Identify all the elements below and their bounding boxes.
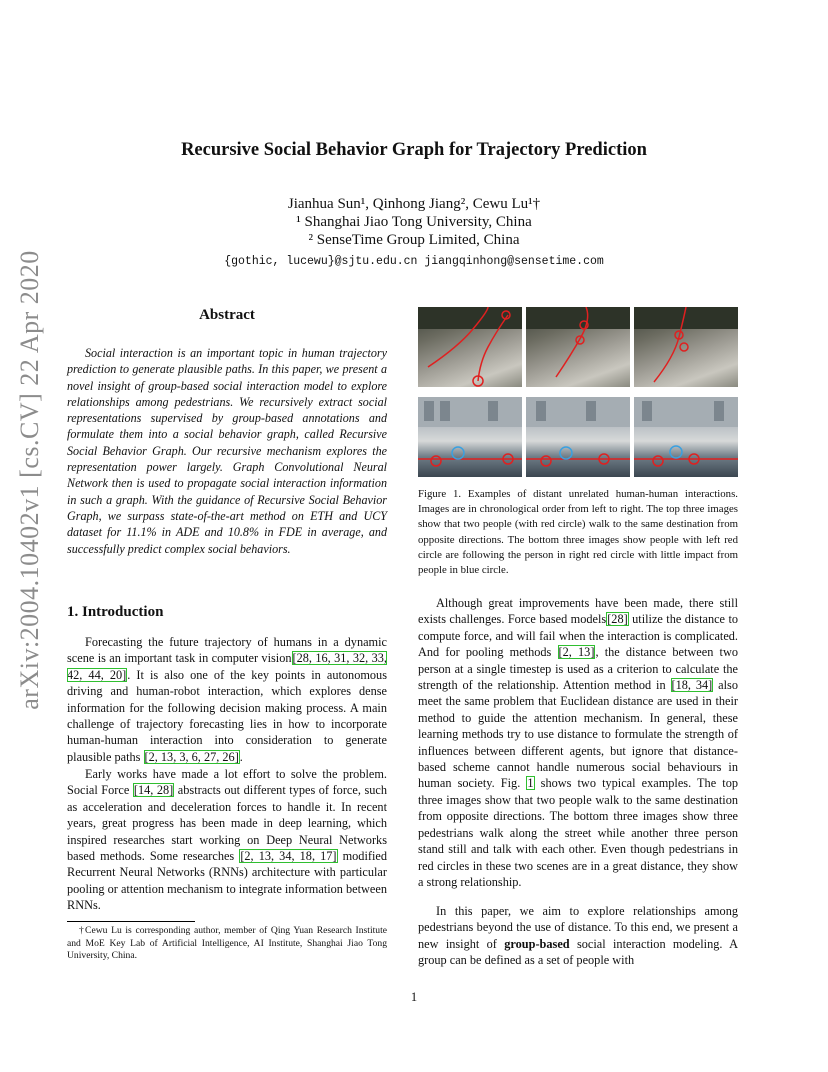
citation-link[interactable]: [2, 13, 34, 18, 17] — [240, 849, 337, 864]
text-run: Early works have made a lot effort to solve the problem. Social Force — [67, 767, 387, 798]
footnote: †Cewu Lu is corresponding author, member of Qing Yuan Research Institute and MoE Key Lab of Artificial Intelligence, AI Institute, Shanghai Jiao Tong University, China. — [67, 925, 387, 962]
page-number: 1 — [410, 990, 418, 1004]
author-emails: {gothic, lucewu}@sjtu.edu.cn jiangqinhong@sensetime.com — [224, 255, 604, 268]
right-paragraph-2 — [418, 903, 738, 969]
text-run: social interaction modeling. A group can be defined as a set of people with — [418, 936, 738, 968]
text-run: Although great improvements have been made, there still exists challenges. Force based models — [418, 596, 738, 627]
figure-image-top-1 — [418, 307, 522, 387]
text-run: shows two typical examples. The top three images show that two people walk to the same destination from opposite directions. The bottom three images show three pedestrians walk along the street while another three person stand still and talk with each other. Even though pedestrians in red circles in these two scenes are in a great distance, they show a strong relationship. — [418, 776, 738, 889]
text-run: utilize the distance to compute force, and will fail when the interaction is complicated. And for pooling methods — [418, 612, 739, 660]
right-paragraph-1 — [418, 595, 738, 890]
abstract-text: Social interaction is an important topic in human trajectory prediction to generate plausible paths. In this paper, we present a novel insight of group-based social interaction model to explore relationships among pedestrians. We recursively extract social representations supervised by group-based annotations and formulate them into a social behavior graph, called Recursive Social Behavior Graph. Our recursive mechanism explores the representation power largely. Graph Convolutional Neural Network then is used to propagate social interaction information in such a graph. With the guidance of Recursive Social Behavior Graph, we surpass state-of-the-art method on ETH and UCY dataset for 11.1% in ADE and 10.8% in FDE in average, and successfully predict complex social behaviors. — [67, 346, 387, 556]
figure-image-top-3 — [634, 307, 738, 387]
figure-image-bottom-3 — [634, 397, 738, 477]
text-run: In this paper, we aim to explore relationships among pedestrians beyond the use of distance. To this end, we present a new insight of — [418, 904, 738, 951]
authors-line: Jianhua Sun¹, Qinhong Jiang², Cewu Lu¹† — [287, 196, 541, 212]
emphasis-text: group-based — [504, 936, 570, 951]
intro-paragraph-2 — [67, 766, 387, 914]
figure-image-top-2 — [526, 307, 630, 387]
text-run: . It is also one of the key points in autonomous driving and human-robot interaction, which explores dense information for the following decision making process. A main challenge of trajectory forecasting lies in how to incorporate human-human interaction into consideration to generate plausible paths — [67, 667, 387, 764]
citation-link[interactable]: [28, 16, 31, 32, 33, 42, 44, 20] — [67, 651, 388, 682]
figure-image-bottom-2 — [526, 397, 630, 477]
figure-reference-link[interactable]: 1 — [527, 776, 534, 791]
text-run: Forecasting the future trajectory of humans in a dynamic scene is an important task in computer vision — [67, 635, 387, 666]
author-block — [0, 195, 828, 249]
text-run: . — [239, 749, 243, 764]
citation-link[interactable]: [18, 34] — [671, 678, 713, 693]
intro-paragraph-1 — [67, 634, 387, 765]
section-heading-introduction: 1. Introduction — [67, 604, 164, 620]
figure-1 — [418, 307, 738, 481]
paper-title: Recursive Social Behavior Graph for Trajectory Prediction — [181, 140, 647, 160]
citation-link[interactable]: [14, 28] — [133, 783, 174, 798]
citation-link[interactable]: [2, 13] — [558, 645, 595, 660]
citation-link[interactable]: [2, 13, 3, 6, 27, 26] — [144, 749, 239, 764]
text-run: also meet the same problem that Euclidean distance are used in their method to guide the attention mechanism. In general, these learning methods try to use distance to formulate the strength of influences between different agents, but ignore that distance-based scheme cannot handle numerous social behaviours in human society. Fig. — [418, 678, 738, 791]
arxiv-stamp-text: arXiv:2004.10402v1 [cs.CV] 22 Apr 2020 — [15, 250, 44, 710]
affiliation-2: ² SenseTime Group Limited, China — [308, 232, 520, 248]
arxiv-stamp — [15, 250, 44, 710]
text-run: , the distance between two person at a single timestep is used as a criterion to calculate the strength of the relationship. Attention method in — [418, 645, 738, 693]
text-run: abstracts out different types of force, such as acceleration and deceleration forces to handle it. In recent years, great progress has been made in deep learning, which inspired researches start working on Deep Neural Networks based methods. Some researches — [67, 783, 387, 864]
affiliation-1: ¹ Shanghai Jiao Tong University, China — [296, 214, 532, 230]
footnote-rule — [67, 921, 195, 922]
citation-link[interactable]: [28] — [607, 612, 628, 627]
abstract-heading: Abstract — [199, 307, 255, 323]
figure-1-caption: Figure 1. Examples of distant unrelated human-human interactions. Images are in chronological order from left to right. The top three images show that two people (with red circle) walk to the same destination from opposite directions. The bottom three images show people with left red circle are following the person in right red circle with little impact from people in blue circle. — [418, 488, 738, 577]
figure-image-bottom-1 — [418, 397, 522, 477]
text-run: modified Recurrent Neural Networks (RNNs) architecture with particular pooling or attention mechanism to integrate information between RNNs. — [67, 849, 387, 913]
